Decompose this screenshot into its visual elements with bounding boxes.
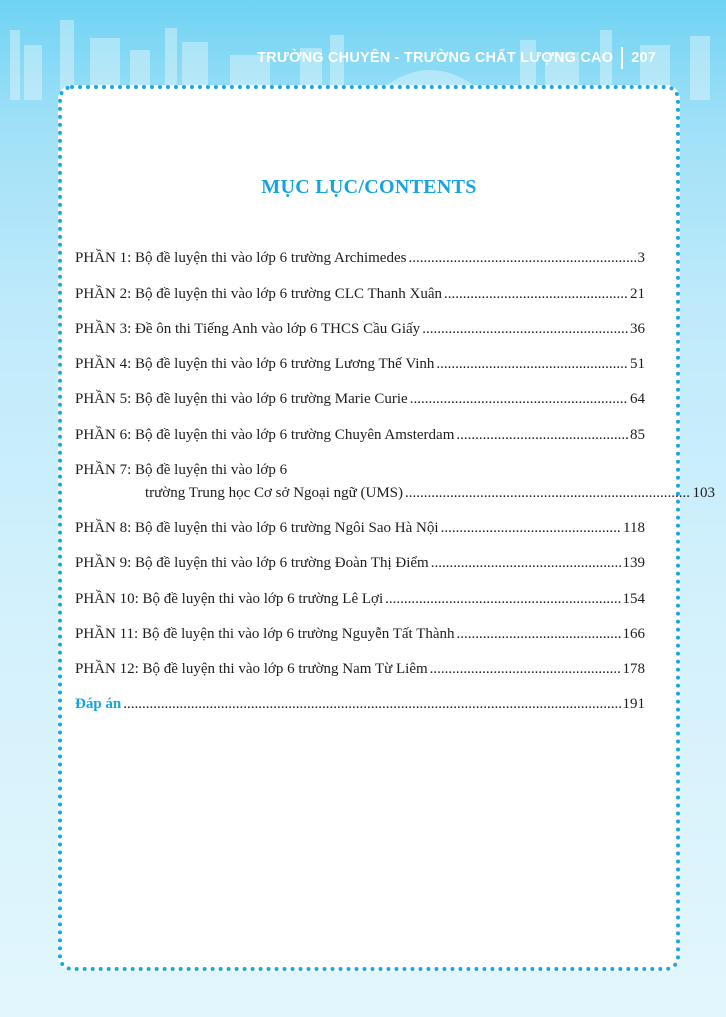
toc-entry-page: 51 bbox=[630, 356, 645, 372]
toc-dot-leader bbox=[430, 660, 621, 678]
toc-entry-label: PHẦN 12: Bộ đề luyện thi vào lớp 6 trường Nam Từ Liêm bbox=[75, 661, 428, 677]
toc-dot-leader bbox=[408, 249, 635, 267]
toc-entry[interactable] bbox=[75, 554, 645, 572]
toc-entry-label: PHẦN 8: Bộ đề luyện thi vào lớp 6 trường Ngôi Sao Hà Nội bbox=[75, 520, 439, 536]
toc-entry-page: 64 bbox=[630, 391, 645, 407]
toc-entry[interactable] bbox=[75, 320, 645, 338]
toc-dot-leader bbox=[385, 590, 620, 608]
toc-dot-leader bbox=[422, 320, 628, 338]
toc-entry-label: PHẦN 9: Bộ đề luyện thi vào lớp 6 trường Đoàn Thị Điểm bbox=[75, 555, 429, 571]
toc-entry-page: 36 bbox=[630, 321, 645, 337]
toc-entry[interactable] bbox=[75, 390, 645, 408]
toc-entry[interactable] bbox=[75, 461, 715, 502]
toc-entry[interactable] bbox=[75, 426, 645, 444]
header-page-number: 207 bbox=[631, 50, 656, 66]
toc-entry[interactable] bbox=[75, 590, 645, 608]
toc-entry[interactable] bbox=[75, 519, 645, 537]
toc-entry-page: 166 bbox=[622, 626, 645, 642]
toc-entry-page: 154 bbox=[622, 591, 645, 607]
toc-dot-leader bbox=[441, 519, 621, 537]
toc-entry-label: PHẦN 5: Bộ đề luyện thi vào lớp 6 trường Marie Curie bbox=[75, 391, 408, 407]
header-title: TRƯỜNG CHUYÊN - TRƯỜNG CHẤT LƯỢNG CAO bbox=[257, 50, 614, 66]
toc-entry-page: 3 bbox=[637, 250, 645, 266]
toc-entry-label-continued: trường Trung học Cơ sở Ngoại ngữ (UMS) bbox=[145, 485, 403, 501]
toc-entry[interactable] bbox=[75, 695, 645, 713]
toc-dot-leader bbox=[410, 390, 628, 408]
contents-heading: MỤC LỤC/CONTENTS bbox=[261, 176, 477, 198]
toc-entry[interactable] bbox=[75, 625, 645, 643]
toc-entry-page: 191 bbox=[622, 696, 645, 712]
toc-entry[interactable] bbox=[75, 285, 645, 303]
header-divider bbox=[621, 47, 623, 69]
toc-entry[interactable] bbox=[75, 249, 645, 267]
toc-entry-page: 103 bbox=[692, 485, 715, 501]
contents-frame bbox=[58, 85, 715, 971]
toc-entry-label: PHẦN 1: Bộ đề luyện thi vào lớp 6 trường Archimedes bbox=[75, 250, 407, 266]
toc-dot-leader bbox=[444, 285, 628, 303]
toc-entry-label: PHẦN 10: Bộ đề luyện thi vào lớp 6 trường Lê Lợi bbox=[75, 591, 384, 607]
toc-entry-page: 118 bbox=[623, 520, 645, 536]
toc-entry-label: PHẦN 6: Bộ đề luyện thi vào lớp 6 trường Chuyên Amsterdam bbox=[75, 427, 455, 443]
toc-entry-page: 139 bbox=[622, 555, 645, 571]
toc-dot-leader bbox=[456, 426, 628, 444]
toc-dot-leader bbox=[436, 355, 628, 373]
toc-dot-leader bbox=[457, 625, 621, 643]
toc-entry-label: PHẦN 3: Đề ôn thi Tiếng Anh vào lớp 6 THCS Cầu Giấy bbox=[75, 321, 421, 337]
toc-dot-leader bbox=[405, 484, 691, 502]
toc-entry-label: PHẦN 11: Bộ đề luyện thi vào lớp 6 trường Nguyễn Tất Thành bbox=[75, 626, 455, 642]
running-header bbox=[257, 44, 656, 72]
toc-entry-page: 21 bbox=[630, 286, 645, 302]
toc-entry-page: 85 bbox=[630, 427, 645, 443]
toc-entry-page: 178 bbox=[622, 661, 645, 677]
toc-dot-leader bbox=[431, 554, 621, 572]
toc-entry-label: Đáp án bbox=[75, 696, 122, 712]
toc-entry-label: PHẦN 4: Bộ đề luyện thi vào lớp 6 trường Lương Thế Vinh bbox=[75, 356, 435, 372]
toc-entry-label: PHẦN 7: Bộ đề luyện thi vào lớp 6 bbox=[75, 462, 288, 478]
toc-entry-label: PHẦN 2: Bộ đề luyện thi vào lớp 6 trường CLC Thanh Xuân bbox=[75, 286, 443, 302]
toc-entry[interactable] bbox=[75, 660, 645, 678]
toc-dot-leader bbox=[123, 695, 620, 713]
toc-entry[interactable] bbox=[75, 355, 645, 373]
